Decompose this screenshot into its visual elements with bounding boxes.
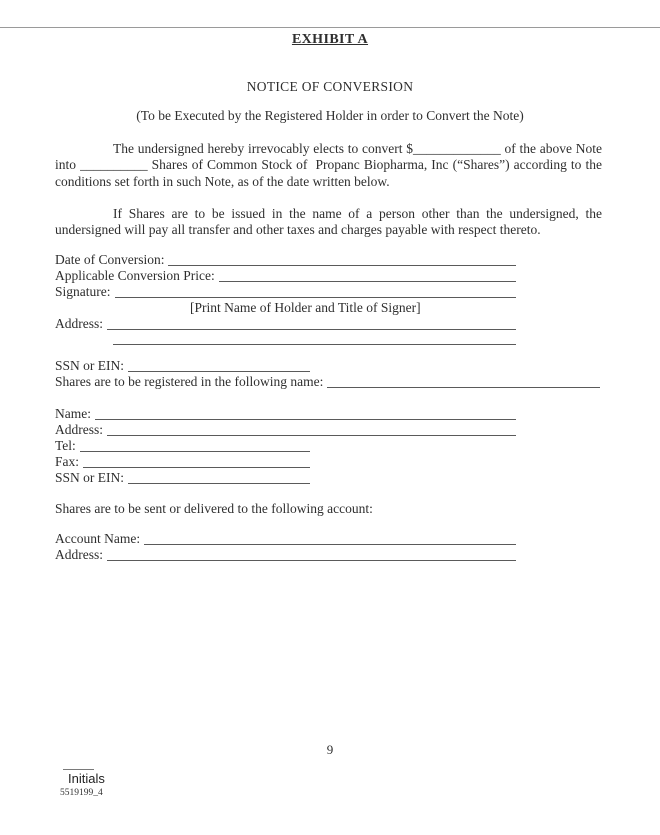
field-row-registered-ssn-or-ein xyxy=(55,470,310,486)
fax-label: Fax: xyxy=(55,454,80,470)
signature-print-note: [Print Name of Holder and Title of Signer] xyxy=(190,300,421,316)
signature-line xyxy=(115,284,517,298)
field-row-account-name xyxy=(55,531,516,547)
applicable-conversion-price-line xyxy=(219,268,516,282)
registered-address-line xyxy=(107,422,516,436)
document-number: 5519199_4 xyxy=(60,788,103,798)
account-address-label: Address: xyxy=(55,547,103,563)
field-row-applicable-conversion-price xyxy=(55,268,516,284)
tel-line xyxy=(80,438,310,452)
tel-label: Tel: xyxy=(55,438,76,454)
registered-address-label: Address: xyxy=(55,422,103,438)
applicable-conversion-price-label: Applicable Conversion Price: xyxy=(55,268,215,284)
exhibit-title: EXHIBIT A xyxy=(291,32,369,47)
account-address-line xyxy=(107,547,516,561)
field-row-registered-name xyxy=(55,406,516,422)
paragraph-conversion-election: The undersigned hereby irrevocably elects to convert $_____________ of the above Note into __________ Shares of Common Stock of Propanc Biopharma, Inc (“Shares”) according to the conditions set forth in such Note, as of the date written below. xyxy=(55,141,606,189)
field-row-tel xyxy=(55,438,310,454)
document-title: NOTICE OF CONVERSION xyxy=(246,79,414,94)
page-top-rule xyxy=(0,27,660,28)
initials-block xyxy=(60,769,105,799)
ssn-or-ein-line xyxy=(128,358,310,372)
field-row-registered-name-prompt xyxy=(55,374,600,390)
signature-label: Signature: xyxy=(55,284,111,300)
date-of-conversion-label: Date of Conversion: xyxy=(55,252,165,268)
field-row-signature xyxy=(55,284,516,300)
field-row-address-line2 xyxy=(55,332,660,345)
initials-signature-line xyxy=(63,769,94,770)
form-fields xyxy=(55,252,660,563)
field-row-address xyxy=(55,316,516,332)
address-line xyxy=(107,316,516,330)
delivery-prompt: Shares are to be sent or delivered to the following account: xyxy=(55,501,373,517)
ssn-or-ein-label: SSN or EIN: xyxy=(55,358,125,374)
registered-name-prompt-line xyxy=(327,374,600,388)
registered-name-label: Name: xyxy=(55,406,91,422)
initials-label: Initials xyxy=(68,771,105,786)
field-row-account-address xyxy=(55,547,516,563)
registered-name-line xyxy=(95,406,516,420)
field-row-ssn-or-ein xyxy=(55,358,310,374)
paragraph-transfer-taxes: If Shares are to be issued in the name of a person other than the undersigned, the undersigned will pay all transfer and other taxes and charges payable with respect thereto. xyxy=(55,205,606,238)
registered-ssn-or-ein-label: SSN or EIN: xyxy=(55,470,125,486)
page-number: 9 xyxy=(326,742,334,757)
field-row-registered-address xyxy=(55,422,516,438)
fax-line xyxy=(83,454,310,468)
account-name-line xyxy=(144,531,516,545)
field-row-fax xyxy=(55,454,310,470)
address-label: Address: xyxy=(55,316,103,332)
field-row-date-of-conversion xyxy=(55,252,516,268)
date-of-conversion-line xyxy=(168,252,516,266)
account-name-label: Account Name: xyxy=(55,531,141,547)
document-subtitle: (To be Executed by the Registered Holder in order to Convert the Note) xyxy=(136,108,524,123)
registered-name-prompt-label: Shares are to be registered in the following name: xyxy=(55,374,324,390)
registered-ssn-or-ein-line xyxy=(128,470,310,484)
address-line2 xyxy=(113,332,516,345)
